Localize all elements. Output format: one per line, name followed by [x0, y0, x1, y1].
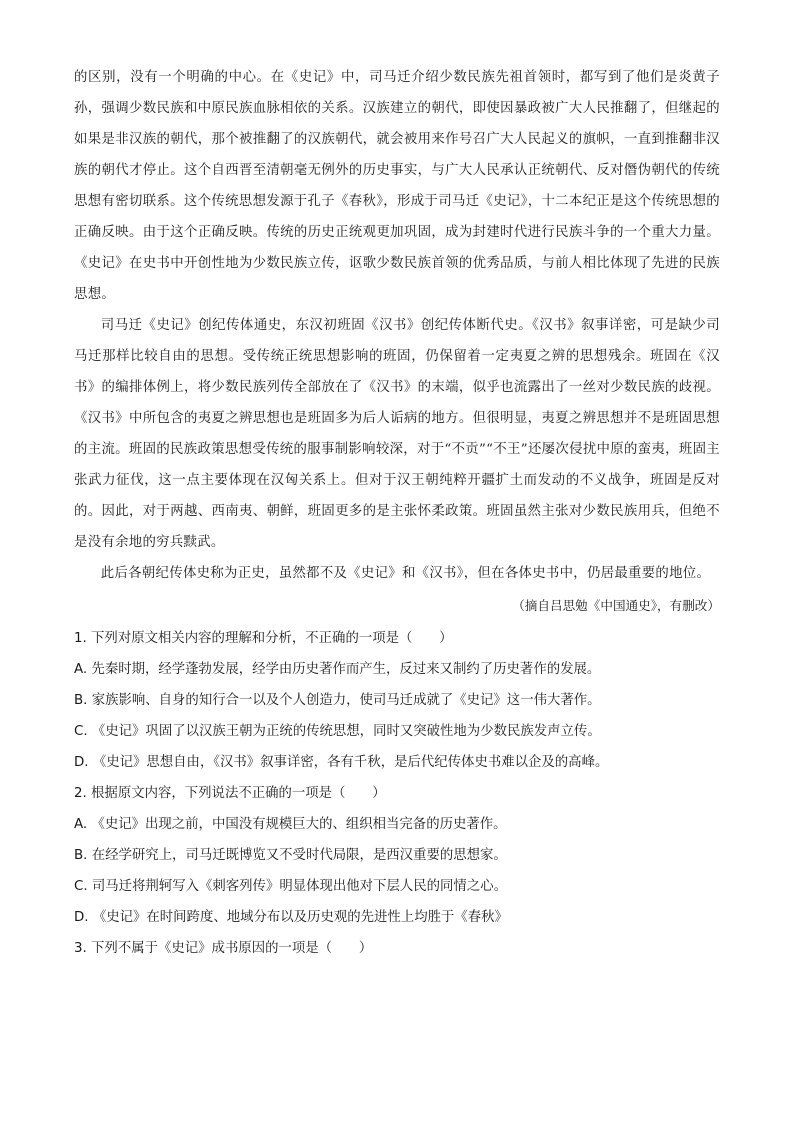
- question-stem: 1. 下列对原文相关内容的理解和分析，不正确的一项是（ ）: [74, 631, 453, 646]
- question-2: [74, 778, 720, 933]
- passage-source: （摘自吕思勉《中国通史》，有删改）: [512, 598, 720, 613]
- passage-paragraph: 的区别，没有一个明确的中心。在《史记》中，司马迁介绍少数民族先祖首领时，都写到了他们是炎黄子孙，强调少数民族和中原民族血脉相依的关系。汉族建立的朝代，即使因暴政被广大人民推翻了，但继起的如果是非汉族的朝代，那个被推翻了的汉族朝代，就会被用来作号召广大人民起义的旗帜，一直到推翻非汉族的朝代才停止。这个自西晋至清朝毫无例外的历史事实，与广大人民承认正统朝代、反对僭伪朝代的传统思想有密切联系。这个传统思想发源于孔子《春秋》，形成于司马迁《史记》，十二本纪正是这个传统思想的正确反映。由于这个正确反映。传统的历史正统观更加巩固，成为封建时代进行民族斗争的一个重大力量。《史记》在史书中开创性地为少数民族立传，讴歌少数民族首领的优秀品质，与前人相比体现了先进的民族思想。: [74, 70, 720, 302]
- question-option-b: B. 在经学研究上，司马迁既博览又不受时代局限，是西汉重要的思想家。: [74, 848, 507, 863]
- question-option-d: D. 《史记》思想自由，《汉书》叙事详密，各有千秋，是后代纪传体史书难以企及的高峰。: [74, 755, 609, 770]
- question-stem: 3. 下列不属于《史记》成书原因的一项是（ ）: [74, 941, 373, 956]
- question-option-d: D. 《史记》在时间跨度、地域分布以及历史观的先进性上均胜于《春秋》: [74, 910, 508, 925]
- question-option-a: A. 《史记》出现之前，中国没有规模巨大的、组织相当完备的历史著作。: [74, 817, 507, 832]
- question-3: [74, 933, 720, 964]
- passage-paragraph: 司马迁《史记》创纪传体通史，东汉初班固《汉书》创纪传体断代史。《汉书》叙事详密，可是缺少司马迁那样比较自由的思想。受传统正统思想影响的班固，仍保留着一定夷夏之辨的思想残余。班固在《汉书》的编排体例上，将少数民族列传全部放在了《汉书》的末端，似乎也流露出了一丝对少数民族的歧视。《汉书》中所包含的夷夏之辨思想也是班固多为后人诟病的地方。但很明显，夷夏之辨思想并不是班固思想的主流。班固的民族政策思想受传统的服事制影响较深，对于“不贡”“不王”还屡次侵扰中原的蛮夷，班固主张武力征伐，这一点主要体现在汉匈关系上。但对于汉王朝纯粹开疆扩土而发动的不义战争，班固是反对的。因此，对于两越、西南夷、朝鲜，班固更多的是主张怀柔政策。班固虽然主张对少数民族用兵，但绝不是没有余地的穷兵黩武。: [74, 318, 720, 550]
- question-option-a: A. 先秦时期，经学蓬勃发展，经学由历史著作而产生，反过来又制约了历史著作的发展。: [74, 662, 601, 677]
- question-stem: 2. 根据原文内容，下列说法不正确的一项是（ ）: [74, 786, 386, 801]
- question-list: [74, 623, 720, 964]
- passage: [74, 62, 720, 621]
- question-option-b: B. 家族影响、自身的知行合一以及个人创造力，使司马迁成就了《史记》这一伟大著作。: [74, 693, 601, 708]
- question-option-c: C. 司马迁将荆轲写入《刺客列传》明显体现出他对下层人民的同情之心。: [74, 879, 507, 894]
- question-1: [74, 623, 720, 778]
- passage-paragraph: 此后各朝纪传体史称为正史，虽然都不及《史记》和《汉书》，但在各体史书中，仍居最重要的地位。: [100, 566, 711, 581]
- question-option-c: C. 《史记》巩固了以汉族王朝为正统的传统思想，同时又突破性地为少数民族发声立传。: [74, 724, 601, 739]
